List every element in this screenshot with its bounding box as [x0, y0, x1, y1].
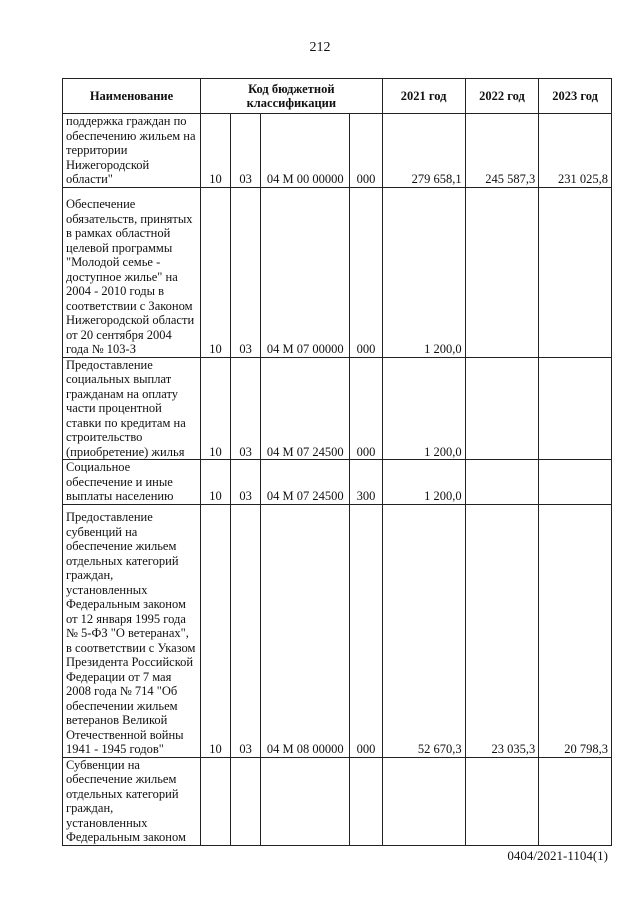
document-code: 0404/2021-1104(1): [507, 848, 608, 863]
row-2023: 231 025,8: [539, 114, 612, 188]
page-number: 212: [309, 40, 331, 55]
row-section: 10: [201, 114, 231, 188]
row-subsection: [231, 757, 261, 845]
row-subsection: 03: [231, 504, 261, 757]
row-2021: 1 200,0: [382, 187, 465, 357]
row-target: 04 М 07 24500: [261, 357, 350, 460]
row-2023: [539, 357, 612, 460]
row-kind: 000: [350, 357, 382, 460]
row-name: Субвенции на обеспечение жильем отдельных категорий граждан, установленных Федеральным законом: [63, 757, 201, 845]
header-name: Наименование: [63, 79, 201, 114]
row-target: 04 М 07 00000: [261, 187, 350, 357]
header-2022: 2022 год: [465, 79, 539, 114]
row-target: 04 М 07 24500: [261, 460, 350, 505]
row-2021: 1 200,0: [382, 460, 465, 505]
row-2021: [382, 757, 465, 845]
row-name: Предоставление субвенций на обеспечение жильем отдельных категорий граждан, установленных Федеральным законом от 12 января 1995 года № 5-ФЗ "О ветеранах", в соответствии с Указом Президента Российской Федерации от 7 мая 2008 года № 714 "Об обеспечении жильем ветеранов Великой Отечественной войны 1941 - 1945 годов": [63, 504, 201, 757]
row-section: 10: [201, 504, 231, 757]
row-section: 10: [201, 187, 231, 357]
table-row: [63, 114, 612, 188]
row-name: Обеспечение обязательств, принятых в рамках областной целевой программы "Молодой семье - доступное жилье" на 2004 - 2010 годы в соответствии с Законом Нижегородской области от 20 сентября 2004 года № 103-З: [63, 187, 201, 357]
row-subsection: 03: [231, 114, 261, 188]
row-2022: [465, 187, 539, 357]
row-name: Социальное обеспечение и иные выплаты населению: [63, 460, 201, 505]
row-2023: [539, 187, 612, 357]
row-2023: 20 798,3: [539, 504, 612, 757]
row-kind: 000: [350, 114, 382, 188]
row-subsection: 03: [231, 357, 261, 460]
table-row: [63, 504, 612, 757]
row-kind: 000: [350, 504, 382, 757]
row-section: [201, 757, 231, 845]
row-section: 10: [201, 357, 231, 460]
header-2023: 2023 год: [539, 79, 612, 114]
budget-table: [62, 78, 612, 846]
row-target: [261, 757, 350, 845]
row-name: поддержка граждан по обеспечению жильем на территории Нижегородской области": [63, 114, 201, 188]
row-kind: [350, 757, 382, 845]
row-2022: [465, 757, 539, 845]
table-row: [63, 757, 612, 845]
header-2021: 2021 год: [382, 79, 465, 114]
row-subsection: 03: [231, 187, 261, 357]
row-2022: [465, 357, 539, 460]
header-code: Код бюджетной классификации: [201, 79, 383, 114]
row-2021: 279 658,1: [382, 114, 465, 188]
table-header-row: [63, 79, 612, 114]
row-subsection: 03: [231, 460, 261, 505]
row-2022: 23 035,3: [465, 504, 539, 757]
row-2021: 52 670,3: [382, 504, 465, 757]
row-2022: 245 587,3: [465, 114, 539, 188]
row-section: 10: [201, 460, 231, 505]
row-target: 04 М 08 00000: [261, 504, 350, 757]
table-row: [63, 357, 612, 460]
row-2023: [539, 460, 612, 505]
row-2023: [539, 757, 612, 845]
row-name: Предоставление социальных выплат гражданам на оплату части процентной ставки по кредитам на строительство (приобретение) жилья: [63, 357, 201, 460]
row-kind: 000: [350, 187, 382, 357]
row-2022: [465, 460, 539, 505]
table-row: [63, 187, 612, 357]
row-2021: 1 200,0: [382, 357, 465, 460]
row-target: 04 М 00 00000: [261, 114, 350, 188]
table-row: [63, 460, 612, 505]
row-kind: 300: [350, 460, 382, 505]
